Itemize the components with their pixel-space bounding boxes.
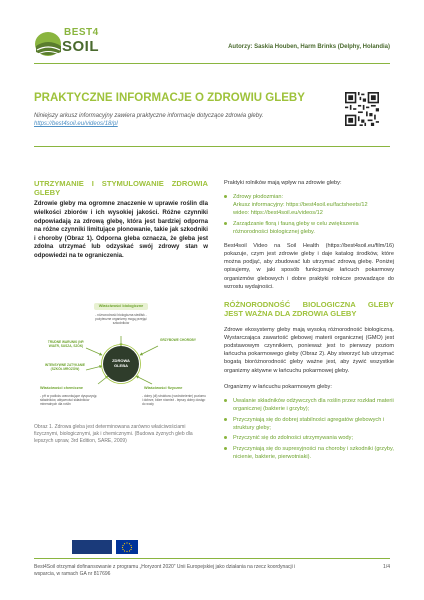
bullet-icon [224, 195, 227, 198]
diagram-center: ZDROWA GLEBA [112, 358, 130, 368]
logo-text-best: BEST4 [64, 27, 99, 38]
organisms-intro: Organizmy w łańcuchu pokarmowym gleby: [224, 383, 332, 390]
logo-text-soil: SOIL [62, 38, 100, 55]
left-column [34, 179, 208, 261]
phys-text: - dobry (dl) struktura (rozdrobnienie) poziomu i dobrze, które również - lepszy dobry dostęp do wody [142, 394, 206, 407]
label-left-mid: INTENSYWNE ZATYKANIE (SZKÓŁ MROZÓW) [44, 363, 86, 372]
label-right-top: GRZYBOWE CHOROBY [160, 338, 196, 342]
title-divider [34, 146, 390, 147]
section-heading-biodiversity: RÓŻNORODNOŚĆ BIOLOGICZNA GLEBY JEST WAŻNA DLA ZDROWIA GLEBY [224, 299, 394, 318]
page-title: PRAKTYCZNE INFORMACJE O ZDROWIU GLEBY [34, 92, 305, 104]
label-left-top: TRUDNE WARUNKI (NP. WIATR, SUSZA, SZOK) [47, 340, 85, 349]
practices-list [224, 193, 394, 236]
practices-intro: Praktyki rolników mają wpływ na zdrowie gleby: [224, 180, 342, 186]
organisms-list [224, 397, 394, 461]
practice-factsheet-link[interactable]: Arkusz informacyjny: https://best4soil.eu/factsheets/12 [233, 202, 368, 209]
practice-main: Zarządzanie florą i fauną gleby w celu zwiększenia różnorodności biologicznej gleby. [233, 220, 359, 236]
page-number: 1/4 [383, 564, 390, 570]
chem-text: - pH w podłożu warunkujące dyspozycję składników, aktywności składników mineralnych dla roślin [40, 394, 97, 407]
biodiversity-paragraph: Zdrowe ekosystemy gleby mają wysoką różnorodność biologiczną. Wystarczająca zawartość glebowej materii organicznej (GMO) jest podstawowym czynnikiem, ponieważ jest to pierwszy poziom łańcucha pokarmowego gleby (Obraz 2). Aby stworzyć lub utrzymać bogatą bioróżnorodność gleby ważne jest, aby żywić wszystkie organizmy aktywne w łańcuchu pokarmowej gleby. [224, 327, 394, 374]
header-divider [34, 63, 390, 64]
practice-item-flora [224, 220, 394, 236]
soil-health-diagram [34, 300, 208, 415]
bio-text: - różnorodność biologiczna siedlisk - pożyteczne organizmy mogą przejąć szkodników [95, 313, 147, 326]
partner-logo-icon [72, 540, 112, 554]
right-column [224, 179, 394, 464]
practice-video-link[interactable]: wideo: https://best4soil.eu/videos/12 [233, 210, 323, 217]
authors: Autorzy: Saskia Houben, Harm Brinks (Delphy, Holandia) [228, 44, 390, 50]
organism-item: Przyczyniają się do dobrej stabilności agregatów glebowych i struktury gleby; [224, 416, 394, 432]
organism-item: Uwalanie składników odżywczych dla roślin przez rozkład materii organicznej (bakterie i grzyby); [224, 397, 394, 413]
bullet-icon [224, 222, 227, 225]
chem-label: Właściwości chemiczne [40, 386, 84, 390]
intro-link[interactable]: https://best4soil.eu/videos/18/pl [34, 121, 118, 128]
video-paragraph: Best4soil Video na Soil Health (https://best4soil.eu/film/16) pokazuje, czym jest zdrowie gleby i daje katalog środków, które można podjąć, aby zbudować lub utrzymać zdrową glebę. Poniżej opisujemy, w jaki sposób funkcjonuje łańcuch pokarmowy organizmów glebowych i dobre praktyki rolnicze prowadzące do wzrostu wydajności. [224, 243, 394, 290]
phys-label: Właściwości fizyczne [144, 386, 183, 390]
diagram-caption-block [34, 424, 208, 445]
footer-text: Best4Soil otrzymał dofinansowanie z programu „Horyzont 2020” Unii Europejskiej jako działania na rzecz koordynacji i wsparcia, w ramach GA nr 817696 [34, 564, 296, 578]
section-heading-soil-health: UTRZYMANIE I STYMULOWANIE ZDROWIA GLEBY [34, 179, 208, 198]
bullet-icon [224, 436, 227, 439]
soil-health-body: Zdrowie gleby ma ogromne znaczenie w uprawie roślin dla wielkości zbiorów i ich wysokiej jakości. Różne czynniki odpowiadają za zdrową glebę, która jest bardziej odporna na różne czynniki limitujące plonowanie, takie jak szkodniki i choroby (Obraz 1). Odporna gleba oznacza, że gleba jest zdolna utrzymać lub odzyskać swój zdrowy stan w odpowiedzi na te ograniczenia. [34, 200, 208, 260]
eu-flag-icon [116, 540, 138, 554]
practice-item-rotation [224, 193, 394, 217]
organism-item: Przyczyniają się do supresyjności na choroby i szkodniki (grzyby, nicienie, bakterie, pierwotniaki). [224, 445, 394, 461]
organism-item: Przyczynić się do zdolności utrzymywania wody; [224, 434, 394, 442]
qr-code-icon[interactable] [345, 92, 379, 126]
bullet-icon [224, 447, 227, 450]
practice-main: Zdrowy płodozmian: [233, 194, 284, 201]
bio-label: Właściwości biologiczne [98, 304, 144, 308]
bullet-icon [224, 418, 227, 421]
intro [34, 112, 264, 128]
bullet-icon [224, 399, 227, 402]
footer-divider [34, 558, 390, 559]
intro-text: Niniejszy arkusz informacyjny zawiera praktyczne informacje dotyczące zdrowia gleby. [34, 113, 264, 119]
diagram-caption: Obraz 1. Zdrowa gleba jest determinowana zarówno właściwościami fizycznymi, biologicznymi, jak i chemicznymi. (Budowa żyznych gleb dla lepszych upraw, 3rd Edition, SARE, 2009) [34, 424, 193, 444]
